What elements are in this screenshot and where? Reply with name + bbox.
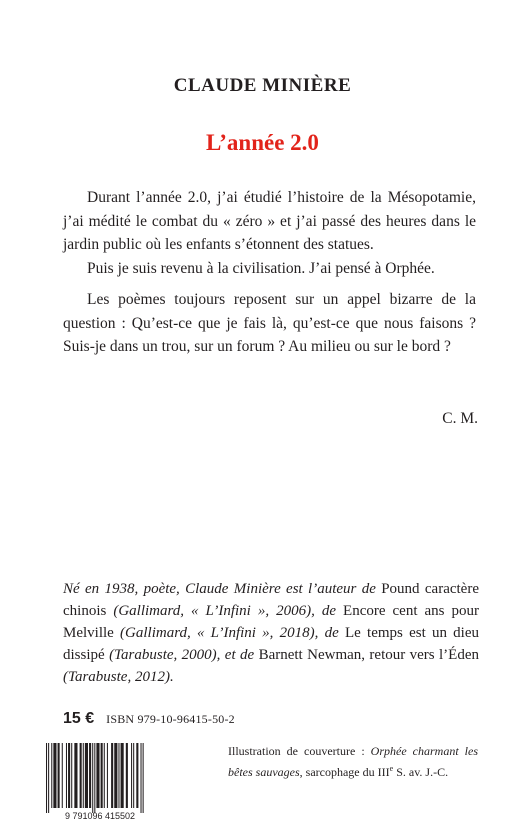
author-bio [63, 578, 479, 688]
barcode-bar [92, 743, 93, 813]
credit-century-sup: e [389, 764, 394, 773]
barcode-bar [101, 743, 103, 808]
credit-suffix: S. av. J.-C. [393, 765, 449, 779]
barcode-bar [118, 743, 119, 808]
blurb-paragraph-1: Durant l’année 2.0, j’ai étudié l’histoire de la Mésopotamie, j’ai médité le combat du « zéro » et j’ai passé des heures dans le jardin public où les enfants s’étonnent des statues. [63, 189, 476, 253]
bio-text-5: (Tarabuste, 2012). [63, 669, 174, 685]
credit-work: Orphée charmant les bêtes sauvages [228, 744, 478, 779]
barcode-bar [131, 743, 132, 808]
bio-text-3: (Gallimard, « L’Infini », 2018), de [113, 625, 345, 641]
price-row [63, 710, 235, 728]
credit-prefix: Illustration de couverture : [228, 744, 371, 758]
barcode-bar [121, 743, 124, 808]
barcode-bar [94, 743, 95, 813]
bio-text-1: Né en 1938, poète, Claude Minière est l’auteur de [63, 581, 382, 597]
barcode-bar [68, 743, 70, 808]
blurb [63, 186, 476, 359]
barcode-bar [89, 743, 91, 808]
bio-work-2: Encore cent ans pour Melville [63, 603, 480, 641]
barcode-bar [114, 743, 117, 808]
barcode-bar [133, 743, 134, 808]
blurb-paragraph-2: Puis je suis revenu à la civilisation. J’ai pensé à Orphée. [87, 259, 435, 277]
cover-credit [228, 742, 478, 781]
barcode-bar [96, 743, 99, 808]
barcode-bar [126, 743, 128, 808]
barcode-bar [83, 743, 84, 808]
barcode-bar [107, 743, 108, 808]
bio-text-2: (Gallimard, « L’Infini », 2006), de [106, 603, 344, 619]
barcode-bar [66, 743, 67, 808]
barcode-bar [48, 743, 49, 813]
author-name: CLAUDE MINIÈRE [173, 75, 352, 96]
book-title: L’année 2.0 [206, 130, 319, 155]
blurb-signature: C. M. [442, 410, 478, 427]
barcode-bar [85, 743, 88, 808]
barcode-bar [143, 743, 144, 813]
bio-work-1: Pound caractère chinois [63, 581, 479, 619]
barcode-bar [136, 743, 138, 808]
barcode-bar [71, 743, 72, 808]
barcode [38, 743, 162, 821]
barcode-bar [58, 743, 60, 808]
credit-century: III [377, 765, 390, 779]
credit-mid: , sarcophage du [299, 765, 378, 779]
barcode-digits: 9 791096 415502 [64, 811, 136, 821]
barcode-bar [80, 743, 82, 808]
bio-text-4: (Tarabuste, 2000), et de [104, 647, 259, 663]
barcode-bars [46, 743, 144, 813]
barcode-bar [74, 743, 77, 808]
bio-work-3: Le temps est un dieu dissipé [63, 625, 479, 663]
barcode-bar [51, 743, 52, 808]
barcode-bar [104, 743, 105, 808]
barcode-bar [53, 743, 56, 808]
barcode-bar [111, 743, 113, 808]
blurb-paragraph-3: Les poèmes toujours reposent sur un appel bizarre de la question : Qu’est-ce que je fais là, qu’est-ce que nous faisons ? Suis-je dans un trou, sur un forum ? Au milieu ou sur le bord ? [63, 291, 476, 355]
price: 15 € [63, 710, 95, 727]
barcode-bar [62, 743, 63, 808]
barcode-bar [141, 743, 142, 813]
isbn: ISBN 979-10-96415-50-2 [106, 712, 235, 726]
barcode-bar [46, 743, 47, 813]
bio-work-4: Barnett Newman, retour vers l’Éden [258, 647, 479, 663]
